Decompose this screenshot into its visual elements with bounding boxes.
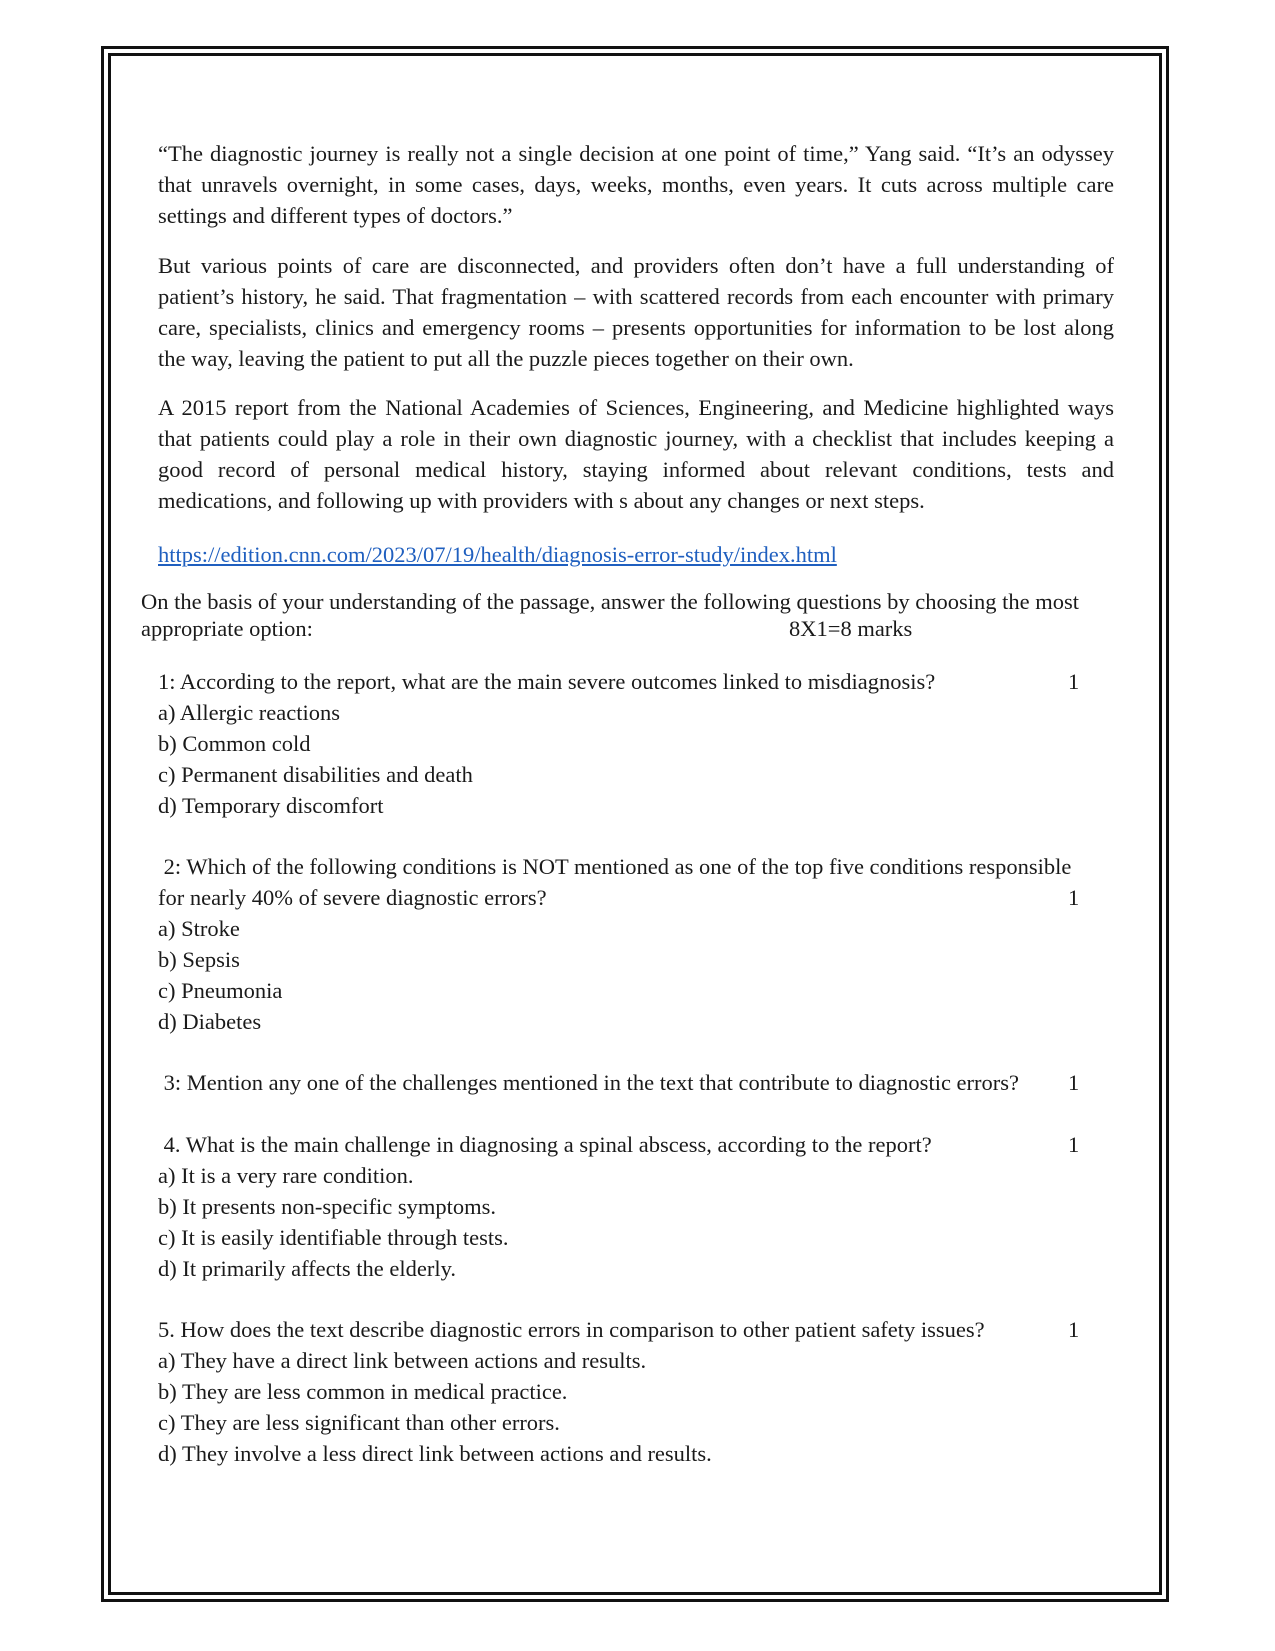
question-1-option-c: c) Permanent disabilities and death (158, 762, 473, 787)
question-2-option-b: b) Sepsis (158, 947, 240, 972)
question-2-text-line-2: for nearly 40% of severe diagnostic errors? (158, 885, 547, 910)
question-2-text-line-1: 2: Which of the following conditions is NOT mentioned as one of the top five conditions responsible (158, 854, 1072, 879)
question-4-option-a: a) It is a very rare condition. (158, 1163, 414, 1188)
question-4-text: 4. What is the main challenge in diagnosing a spinal abscess, according to the report? (158, 1132, 932, 1157)
question-5-option-c: c) They are less significant than other errors. (158, 1410, 560, 1435)
source-link[interactable]: https://edition.cnn.com/2023/07/19/health/diagnosis-error-study/index.html (158, 542, 837, 567)
question-2-option-c: c) Pneumonia (158, 978, 283, 1003)
question-4-option-b: b) It presents non-specific symptoms. (158, 1194, 497, 1219)
question-3-text: 3: Mention any one of the challenges mentioned in the text that contribute to diagnostic errors? (158, 1070, 1020, 1095)
question-1-option-a: a) Allergic reactions (158, 700, 341, 725)
question-4-option-c: c) It is easily identifiable through tests. (158, 1225, 509, 1250)
question-1-option-b: b) Common cold (158, 731, 311, 756)
question-2-option-d: d) Diabetes (158, 1009, 262, 1034)
question-2-mark: 1 (1068, 885, 1080, 910)
passage-paragraph-1: “The diagnostic journey is really not a single decision at one point of time,” Yang said. “It’s an odyssey that unravels overnight, in some cases, days, weeks, months, even years. It cuts across multiple care settings and different types of doctors.” (158, 141, 1114, 228)
question-5-option-d: d) They involve a less direct link between actions and results. (158, 1441, 712, 1466)
question-4-option-d: d) It primarily affects the elderly. (158, 1256, 457, 1281)
question-5-option-b: b) They are less common in medical practice. (158, 1379, 568, 1404)
passage-paragraph-2: But various points of care are disconnected, and providers often don’t have a full understanding of patient’s history, he said. That fragmentation – with scattered records from each encounter with primary care, specialists, clinics and emergency rooms – presents opportunities for information to be lost along the way, leaving the patient to put all the puzzle pieces together on their own. (158, 253, 1114, 371)
question-1-text: 1: According to the report, what are the main severe outcomes linked to misdiagnosis? (158, 669, 936, 694)
question-5-option-a: a) They have a direct link between actions and results. (158, 1348, 647, 1373)
question-1-option-d: d) Temporary discomfort (158, 793, 384, 818)
question-1-mark: 1 (1068, 669, 1080, 694)
instructions-marks: 8X1=8 marks (789, 616, 913, 641)
instructions-text: On the basis of your understanding of the passage, answer the following questions by choosing the most appropriate option: (141, 589, 1079, 641)
question-4-mark: 1 (1068, 1132, 1080, 1157)
question-5-mark: 1 (1068, 1317, 1080, 1342)
question-3-mark: 1 (1068, 1070, 1080, 1095)
question-2-option-a: a) Stroke (158, 916, 240, 941)
question-5-text: 5. How does the text describe diagnostic errors in comparison to other patient safety issues? (158, 1317, 985, 1342)
passage-paragraph-3: A 2015 report from the National Academies of Sciences, Engineering, and Medicine highlighted ways that patients could play a role in their own diagnostic journey, with a checklist that includes keeping a good record of personal medical history, staying informed about relevant conditions, tests and medications, and following up with providers with s about any changes or next steps. (158, 395, 1114, 513)
